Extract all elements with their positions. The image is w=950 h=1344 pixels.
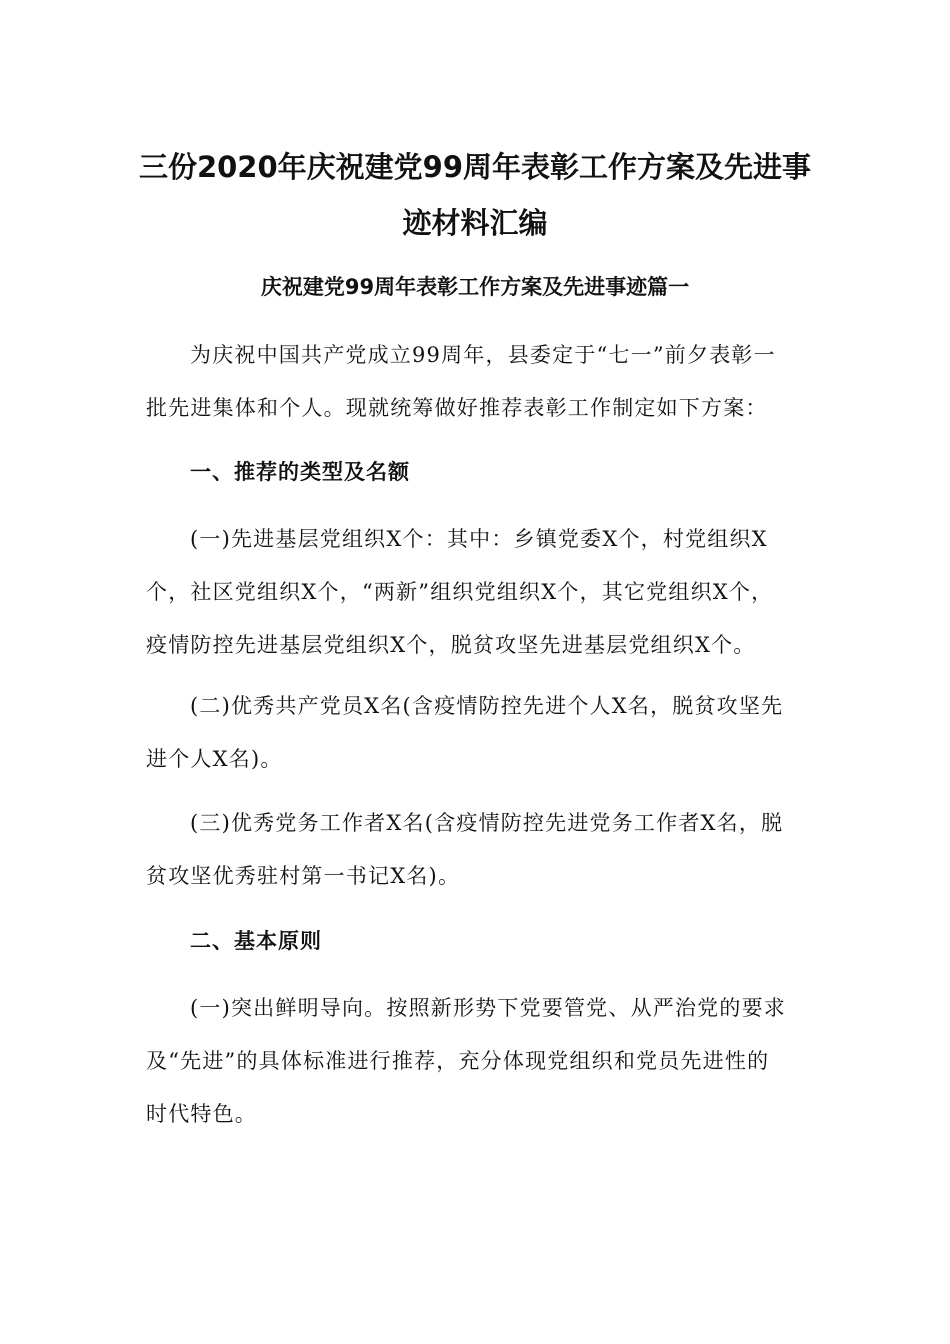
item-2-line-2: 进个人X名)。: [146, 747, 283, 771]
item-2-line-1: (二)优秀共产党员X名(含疫情防控先进个人X名，脱贫攻坚先: [190, 694, 784, 718]
intro-paragraph: [146, 329, 806, 435]
item-3-paragraph: [146, 797, 806, 903]
title-line-1: 三份2020年庆祝建党99周年表彰工作方案及先进事: [138, 150, 812, 184]
item-3-line-1: (三)优秀党务工作者X名(含疫情防控先进党务工作者X名，脱: [190, 811, 784, 835]
item-3-line-2: 贫攻坚优秀驻村第一书记X名)。: [146, 864, 461, 888]
section-heading-1: 一、推荐的类型及名额: [190, 460, 410, 484]
item-1-paragraph: [146, 513, 806, 672]
principle-1-line-2: 及“先进”的具体标准进行推荐，充分体现党组织和党员先进性的: [146, 1049, 770, 1073]
item-1-line-3: 疫情防控先进基层党组织X个，脱贫攻坚先进基层党组织X个。: [146, 633, 756, 657]
principle-1-line-3: 时代特色。: [146, 1102, 257, 1126]
title-line-2: 迹材料汇编: [402, 206, 548, 240]
section-heading-2: 二、基本原则: [190, 929, 322, 953]
intro-line-2: 批先进集体和个人。现就统筹做好推荐表彰工作制定如下方案：: [146, 396, 768, 420]
document-subtitle: 庆祝建党99周年表彰工作方案及先进事迹篇一: [260, 275, 690, 299]
principle-1-line-1: (一)突出鲜明导向。按照新形势下党要管党、从严治党的要求: [190, 996, 786, 1020]
intro-line-1: 为庆祝中国共产党成立99周年，县委定于“七一”前夕表彰一: [190, 343, 776, 367]
principle-1-paragraph: [146, 982, 806, 1141]
item-1-line-2: 个，社区党组织X个，“两新”组织党组织X个，其它党组织X个，: [146, 580, 774, 604]
document-title: [120, 139, 830, 251]
item-1-line-1: (一)先进基层党组织X个：其中：乡镇党委X个，村党组织X: [190, 527, 768, 551]
item-2-paragraph: [146, 680, 806, 786]
